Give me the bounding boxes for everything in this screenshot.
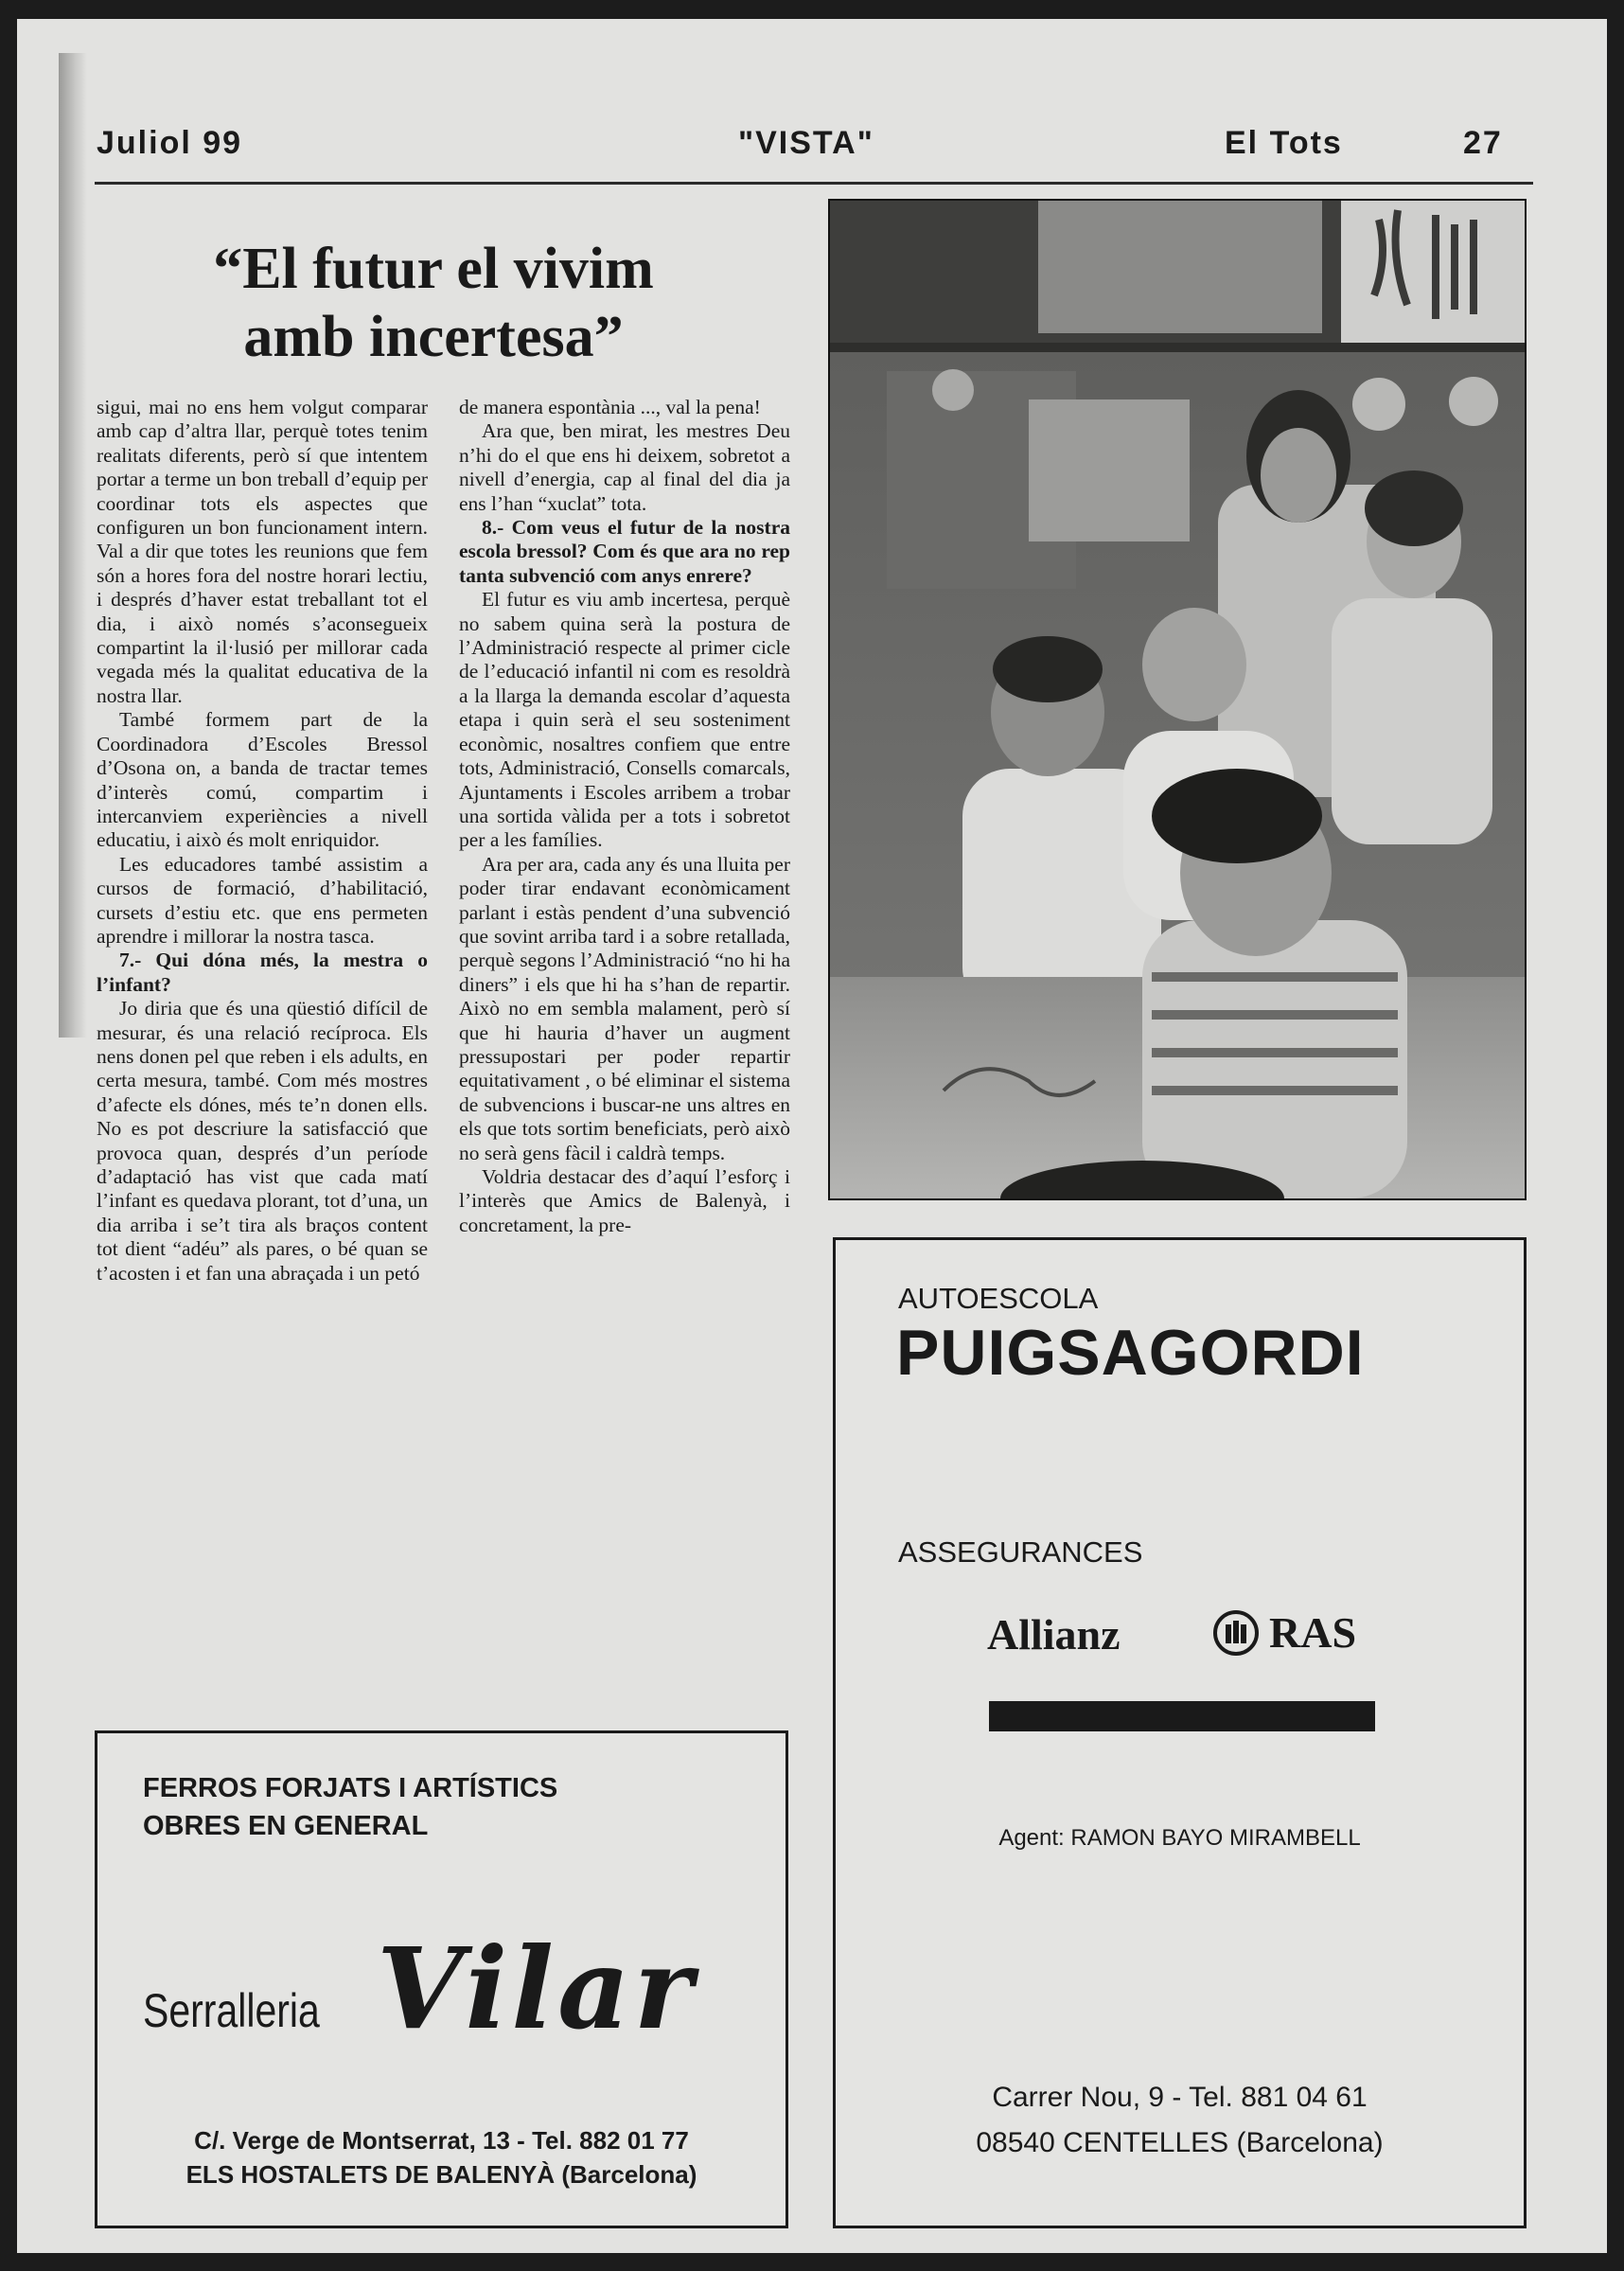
article-paragraph: També formem part de la Coordinadora d’Escoles Bressol d’Osona on, a banda de tractar temes d’interès comú, compartim i intercanviem experiències a nivell educatiu, i això és molt enriquidor. [97,708,428,852]
article-paragraph: Ara que, ben mirat, les mestres Deu n’hi do el que ens hi deixem, sobretot a nivell d’energia, cap al final del dia ja ens l’han “xuclat” tota. [459,419,790,515]
insurer-name: Allianz [987,1610,1121,1659]
article-paragraph: sigui, mai no ens hem volgut comparar amb cap d’altra llar, perquè totes tenim realitats diferents, però sí que intentem portar a terme un bon treball d’equip per coordinar tots els aspectes que configuren un bon funcionament intern. Val a dir que totes les reunions que fem són a hores fora del nostre horari lectiu, i després d’haver estat treballant tot el dia, i això només s’aconsegueix compartint la il·lusió per millorar cada vegada més la qualitat educativa de la nostra llar. [97,396,428,707]
auto-town: 08540 CENTELLES (Barcelona) [976,2127,1384,2158]
insurance-label: ASSEGURANCES [898,1535,1143,1569]
article-paragraph: de manera espontània ..., val la pena! [459,396,761,418]
newspaper-page [17,19,1607,2253]
article-paragraph: El futur es viu amb incertesa, perquè no sabem quina serà la postura de l’Administració respecte al primer cicle de l’educació infantil ni com es resoldrà a la llarga la demanda escolar d’aquesta etapa i quin serà el seu sosteniment econòmic, nosaltres confiem que entre tots, Administració, Consells comarcals, Ajuntaments i Escoles arribem a trobar una sortida vàlida per a tots i sobretot per a les famílies. [459,588,790,852]
vilar-prefix: Serralleria [143,1984,320,2037]
header-section: "VISTA" [738,125,874,161]
vilar-brand-logo: Vilar [377,1923,697,2054]
vilar-town: ELS HOSTALETS DE BALENYÀ (Barcelona) [185,2160,697,2189]
vilar-line-2: OBRES EN GENERAL [143,1811,429,1841]
article-paragraph: Ara per ara, cada any és una lluita per poder tirar endavant econòmicament parlant i estàs pendent d’una subvenció que sovint arriba tard i a sobre retallada, perquè segons l’Administració “no hi ha diners” i els que hi ha s’han de repartir. Això no em sembla malament, però sí que hi hauria d’haver un augment pressupostari per poder repartir equitativament , o bé eliminar el sistema de subvencions i buscar-ne uns altres en els que tots sortim beneficiats, però això no serà gens fàcil i caldrà temps. [459,852,790,1164]
allianz-eagle-icon [1212,1609,1260,1657]
header-page-number: 27 [1463,125,1503,161]
interview-question: 8.- Com veus el futur de la nostra escola bressol? Com és que ara no rep tanta subvenció com anys enrere? [459,516,790,587]
article-paragraph: Voldria destacar des d’aquí l’esforç i l’interès que Amics de Balenyà, i concretament, la pre- [459,1165,790,1236]
partner-name: RAS [1269,1608,1357,1657]
interview-question: 7.- Qui dóna més, la mestra o l’infant? [97,949,428,996]
agent-name: Agent: RAMON BAYO MIRAMBELL [998,1825,1361,1851]
auto-address: Carrer Nou, 9 - Tel. 881 04 61 [992,2082,1368,2113]
binding-shadow [59,53,87,1038]
article-column-1 [97,396,428,1286]
header-rule [95,182,1533,185]
photo-illustration [830,201,1525,1198]
ad-autoescola-puigsagordi [833,1237,1527,2228]
vilar-line-1: FERROS FORJATS I ARTÍSTICS [143,1773,558,1803]
auto-name: PUIGSAGORDI [896,1317,1365,1389]
article-paragraph: Jo diria que és una qüestió difícil de mesurar, és una relació recíproca. Els nens donen pel que reben i els adults, en certa mesura, també. Com més mostres d’afecte els dónes, més te’n donen ells. No es pot descriure la satisfacció que provoca quan, després d’un període d’adaptació has vist que cada matí l’infant es quedava plorant, tot d’una, un dia arriba i se’t tira als braços content tot dient “adéu” als pares, o bé quan se t’acosten i et fan una abraçada i un petó [97,997,428,1285]
photo-children-classroom [828,199,1527,1200]
header-date: Juliol 99 [97,125,243,161]
article-paragraph: Les educadores també assistim a cursos de formació, d’habilitació, cursets d’estiu etc. que ens permeten aprendre i millorar la nostra tasca. [97,852,428,948]
auto-label: AUTOESCOLA [898,1282,1099,1315]
vilar-address: C/. Verge de Montserrat, 13 - Tel. 882 01 77 [194,2126,689,2155]
headline-line-2: amb incertesa” [243,305,624,369]
insurance-bar [989,1701,1375,1731]
header-publication: El Tots [1225,125,1343,161]
article-headline [112,235,755,371]
article-column-2 [459,396,790,1237]
headline-line-1: “El futur el vivim [213,237,654,301]
ad-serralleria-vilar [95,1730,788,2228]
